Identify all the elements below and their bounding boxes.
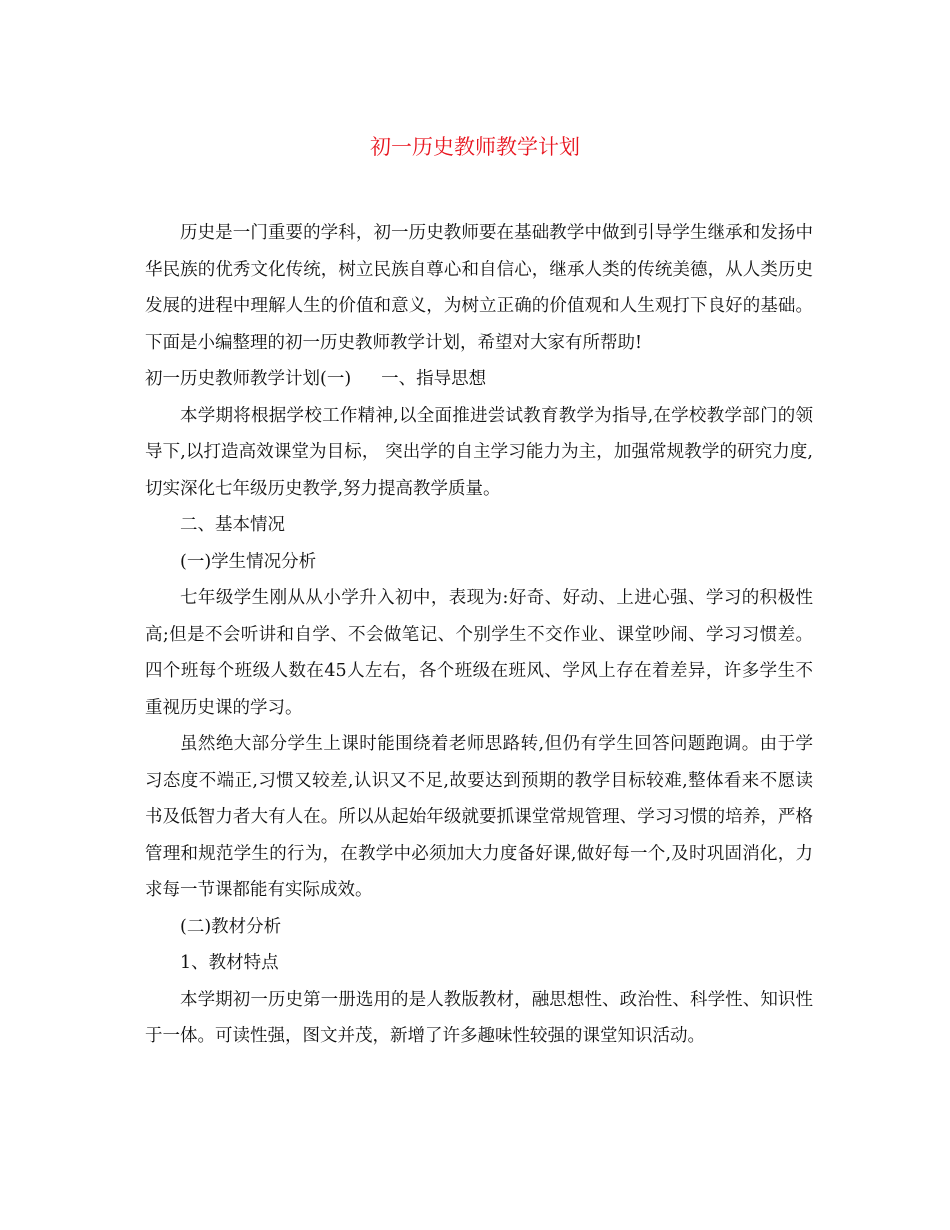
- paragraph-students-2: 虽然绝大部分学生上课时能围绕着老师思路转,但仍有学生回答问题跑调。由于学习态度不端正,习惯又较差,认识又不足,故要达到预期的教学目标较难,整体看来不愿读书及低智力者大有人在。所以从起始年级就要抓课堂常规管理、学习习惯的培养，严格管理和规范学生的行为，在教学中必须加大力度备好课,做好每一个,及时巩固消化，力求每一节课都能有实际成效。: [145, 734, 813, 900]
- paragraph-intro: 历史是一门重要的学科，初一历史教师要在基础教学中做到引导学生继承和发扬中华民族的优秀文化传统，树立民族自尊心和自信心，继承人类的传统美德，从人类历史发展的进程中理解人生的价值和意义，为树立正确的价值观和人生观打下良好的基础。下面是小编整理的初一历史教师教学计划，希望对大家有所帮助!: [145, 223, 813, 353]
- paragraph-students-1: 七年级学生刚从从小学升入初中，表现为:好奇、好动、上进心强、学习的积极性高;但是不会听讲和自学、不会做笔记、个别学生不交作业、课堂吵闹、学习习惯差。四个班每个班级人数在45人左右，各个班级在班风、学风上存在着差异，许多学生不重视历史课的学习。: [145, 588, 813, 718]
- paragraph-guiding: 本学期将根据学校工作精神,以全面推进尝试教育教学为指导,在学校教学部门的领导下,以打造高效课堂为目标， 突出学的自主学习能力为主，加强常规教学的研究力度,切实深化七年级历史教学,努力提高教学质量。: [145, 405, 813, 499]
- section-heading-basic: 二、基本情况: [180, 515, 285, 535]
- guiding-heading: 一、指导思想: [381, 369, 487, 389]
- subsection-heading-textbook: (二)教材分析: [180, 916, 282, 937]
- paragraph-textbook: 本学期初一历史第一册选用的是人教版教材，融思想性、政治性、科学性、知识性于一体。可读性强，图文并茂，新增了许多趣味性较强的课堂知识活动。: [145, 989, 813, 1046]
- item-heading-textbook-features: 1、教材特点: [180, 953, 279, 973]
- subsection-heading-students: (一)学生情况分析: [180, 551, 317, 572]
- paragraph-plan-heading: [145, 361, 813, 398]
- plan-title-text: 初一历史教师教学计划(一): [145, 369, 352, 389]
- document-title: 初一历史教师教学计划: [370, 135, 580, 159]
- document-body: [145, 215, 813, 1055]
